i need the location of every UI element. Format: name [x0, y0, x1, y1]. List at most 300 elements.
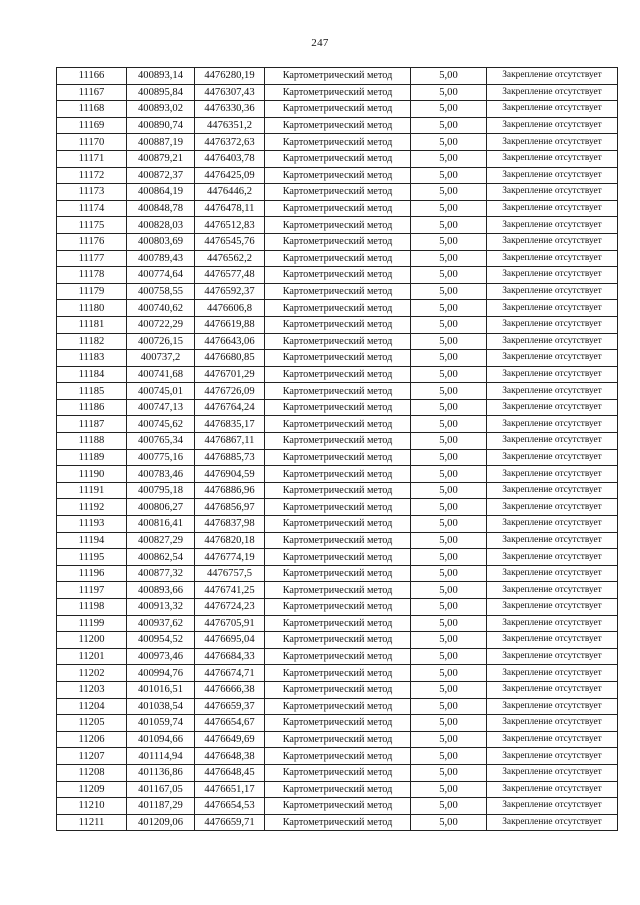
fixation-cell: Закрепление отсутствует [487, 466, 618, 483]
fixation-cell: Закрепление отсутствует [487, 150, 618, 167]
point-number-cell: 11203 [57, 681, 127, 698]
fixation-cell: Закрепление отсутствует [487, 399, 618, 416]
fixation-cell: Закрепление отсутствует [487, 698, 618, 715]
table-row [57, 184, 618, 201]
y-coordinate-cell: 4476659,37 [195, 698, 265, 715]
accuracy-cell: 5,00 [411, 399, 487, 416]
method-cell: Картометрический метод [265, 267, 411, 284]
method-cell: Картометрический метод [265, 549, 411, 566]
y-coordinate-cell: 4476659,71 [195, 814, 265, 831]
x-coordinate-cell: 400893,14 [127, 68, 195, 85]
x-coordinate-cell: 400775,16 [127, 449, 195, 466]
point-number-cell: 11197 [57, 582, 127, 599]
point-number-cell: 11171 [57, 150, 127, 167]
point-number-cell: 11169 [57, 117, 127, 134]
fixation-cell: Закрепление отсутствует [487, 283, 618, 300]
method-cell: Картометрический метод [265, 466, 411, 483]
accuracy-cell: 5,00 [411, 731, 487, 748]
y-coordinate-cell: 4476592,37 [195, 283, 265, 300]
table-row [57, 217, 618, 234]
point-number-cell: 11173 [57, 184, 127, 201]
table-row [57, 516, 618, 533]
x-coordinate-cell: 400954,52 [127, 632, 195, 649]
point-number-cell: 11209 [57, 781, 127, 798]
fixation-cell: Закрепление отсутствует [487, 250, 618, 267]
method-cell: Картометрический метод [265, 565, 411, 582]
x-coordinate-cell: 400806,27 [127, 499, 195, 516]
method-cell: Картометрический метод [265, 681, 411, 698]
point-number-cell: 11193 [57, 516, 127, 533]
table-row [57, 316, 618, 333]
point-number-cell: 11202 [57, 665, 127, 682]
y-coordinate-cell: 4476705,91 [195, 615, 265, 632]
accuracy-cell: 5,00 [411, 416, 487, 433]
method-cell: Картометрический метод [265, 748, 411, 765]
method-cell: Картометрический метод [265, 482, 411, 499]
method-cell: Картометрический метод [265, 449, 411, 466]
fixation-cell: Закрепление отсутствует [487, 134, 618, 151]
accuracy-cell: 5,00 [411, 648, 487, 665]
point-number-cell: 11195 [57, 549, 127, 566]
x-coordinate-cell: 401187,29 [127, 798, 195, 815]
method-cell: Картометрический метод [265, 300, 411, 317]
x-coordinate-cell: 400887,19 [127, 134, 195, 151]
table-row [57, 632, 618, 649]
y-coordinate-cell: 4476726,09 [195, 383, 265, 400]
accuracy-cell: 5,00 [411, 383, 487, 400]
accuracy-cell: 5,00 [411, 599, 487, 616]
method-cell: Картометрический метод [265, 134, 411, 151]
point-number-cell: 11178 [57, 267, 127, 284]
fixation-cell: Закрепление отсутствует [487, 748, 618, 765]
point-number-cell: 11208 [57, 764, 127, 781]
y-coordinate-cell: 4476577,48 [195, 267, 265, 284]
method-cell: Картометрический метод [265, 814, 411, 831]
x-coordinate-cell: 401209,06 [127, 814, 195, 831]
fixation-cell: Закрепление отсутствует [487, 267, 618, 284]
method-cell: Картометрический метод [265, 68, 411, 85]
method-cell: Картометрический метод [265, 217, 411, 234]
x-coordinate-cell: 400864,19 [127, 184, 195, 201]
method-cell: Картометрический метод [265, 731, 411, 748]
fixation-cell: Закрепление отсутствует [487, 781, 618, 798]
fixation-cell: Закрепление отсутствует [487, 167, 618, 184]
table-row [57, 333, 618, 350]
point-number-cell: 11183 [57, 350, 127, 367]
fixation-cell: Закрепление отсутствует [487, 316, 618, 333]
y-coordinate-cell: 4476856,97 [195, 499, 265, 516]
table-row [57, 764, 618, 781]
y-coordinate-cell: 4476545,76 [195, 233, 265, 250]
accuracy-cell: 5,00 [411, 764, 487, 781]
x-coordinate-cell: 400895,84 [127, 84, 195, 101]
table-row [57, 814, 618, 831]
point-number-cell: 11167 [57, 84, 127, 101]
method-cell: Картометрический метод [265, 698, 411, 715]
y-coordinate-cell: 4476649,69 [195, 731, 265, 748]
point-number-cell: 11180 [57, 300, 127, 317]
y-coordinate-cell: 4476654,67 [195, 715, 265, 732]
accuracy-cell: 5,00 [411, 150, 487, 167]
point-number-cell: 11174 [57, 200, 127, 217]
table-row [57, 748, 618, 765]
accuracy-cell: 5,00 [411, 781, 487, 798]
point-number-cell: 11192 [57, 499, 127, 516]
point-number-cell: 11190 [57, 466, 127, 483]
table-row [57, 549, 618, 566]
y-coordinate-cell: 4476651,17 [195, 781, 265, 798]
point-number-cell: 11188 [57, 433, 127, 450]
point-number-cell: 11182 [57, 333, 127, 350]
fixation-cell: Закрепление отсутствует [487, 814, 618, 831]
x-coordinate-cell: 400803,69 [127, 233, 195, 250]
x-coordinate-cell: 400862,54 [127, 549, 195, 566]
fixation-cell: Закрепление отсутствует [487, 632, 618, 649]
fixation-cell: Закрепление отсутствует [487, 433, 618, 450]
coordinates-table [56, 67, 618, 831]
table-row [57, 433, 618, 450]
x-coordinate-cell: 401114,94 [127, 748, 195, 765]
table-row [57, 665, 618, 682]
point-number-cell: 11196 [57, 565, 127, 582]
accuracy-cell: 5,00 [411, 84, 487, 101]
method-cell: Картометрический метод [265, 632, 411, 649]
x-coordinate-cell: 400747,13 [127, 399, 195, 416]
fixation-cell: Закрепление отсутствует [487, 532, 618, 549]
x-coordinate-cell: 400994,76 [127, 665, 195, 682]
point-number-cell: 11189 [57, 449, 127, 466]
point-number-cell: 11205 [57, 715, 127, 732]
fixation-cell: Закрепление отсутствует [487, 416, 618, 433]
accuracy-cell: 5,00 [411, 200, 487, 217]
table-row [57, 482, 618, 499]
method-cell: Картометрический метод [265, 715, 411, 732]
x-coordinate-cell: 401167,05 [127, 781, 195, 798]
x-coordinate-cell: 400893,66 [127, 582, 195, 599]
x-coordinate-cell: 400741,68 [127, 366, 195, 383]
accuracy-cell: 5,00 [411, 499, 487, 516]
method-cell: Картометрический метод [265, 383, 411, 400]
x-coordinate-cell: 400973,46 [127, 648, 195, 665]
accuracy-cell: 5,00 [411, 233, 487, 250]
point-number-cell: 11177 [57, 250, 127, 267]
y-coordinate-cell: 4476774,19 [195, 549, 265, 566]
fixation-cell: Закрепление отсутствует [487, 516, 618, 533]
method-cell: Картометрический метод [265, 764, 411, 781]
accuracy-cell: 5,00 [411, 681, 487, 698]
y-coordinate-cell: 4476446,2 [195, 184, 265, 201]
point-number-cell: 11184 [57, 366, 127, 383]
table-row [57, 532, 618, 549]
x-coordinate-cell: 400765,34 [127, 433, 195, 450]
table-row [57, 599, 618, 616]
accuracy-cell: 5,00 [411, 350, 487, 367]
method-cell: Картометрический метод [265, 416, 411, 433]
y-coordinate-cell: 4476648,38 [195, 748, 265, 765]
table-row [57, 233, 618, 250]
table-row [57, 466, 618, 483]
table-body [57, 68, 618, 831]
method-cell: Картометрический метод [265, 532, 411, 549]
accuracy-cell: 5,00 [411, 68, 487, 85]
table-row [57, 681, 618, 698]
accuracy-cell: 5,00 [411, 715, 487, 732]
method-cell: Картометрический метод [265, 250, 411, 267]
table-row [57, 283, 618, 300]
method-cell: Картометрический метод [265, 615, 411, 632]
table-row [57, 715, 618, 732]
x-coordinate-cell: 400848,78 [127, 200, 195, 217]
point-number-cell: 11211 [57, 814, 127, 831]
fixation-cell: Закрепление отсутствует [487, 582, 618, 599]
method-cell: Картометрический метод [265, 499, 411, 516]
fixation-cell: Закрепление отсутствует [487, 615, 618, 632]
accuracy-cell: 5,00 [411, 549, 487, 566]
x-coordinate-cell: 400913,32 [127, 599, 195, 616]
y-coordinate-cell: 4476684,33 [195, 648, 265, 665]
x-coordinate-cell: 400745,62 [127, 416, 195, 433]
x-coordinate-cell: 400893,02 [127, 101, 195, 118]
accuracy-cell: 5,00 [411, 316, 487, 333]
fixation-cell: Закрепление отсутствует [487, 482, 618, 499]
table-row [57, 499, 618, 516]
method-cell: Картометрический метод [265, 333, 411, 350]
fixation-cell: Закрепление отсутствует [487, 184, 618, 201]
method-cell: Картометрический метод [265, 283, 411, 300]
method-cell: Картометрический метод [265, 117, 411, 134]
accuracy-cell: 5,00 [411, 532, 487, 549]
x-coordinate-cell: 400726,15 [127, 333, 195, 350]
accuracy-cell: 5,00 [411, 665, 487, 682]
table-row [57, 383, 618, 400]
method-cell: Картометрический метод [265, 399, 411, 416]
y-coordinate-cell: 4476654,53 [195, 798, 265, 815]
fixation-cell: Закрепление отсутствует [487, 648, 618, 665]
accuracy-cell: 5,00 [411, 565, 487, 582]
fixation-cell: Закрепление отсутствует [487, 350, 618, 367]
point-number-cell: 11207 [57, 748, 127, 765]
accuracy-cell: 5,00 [411, 449, 487, 466]
point-number-cell: 11176 [57, 233, 127, 250]
table-row [57, 416, 618, 433]
accuracy-cell: 5,00 [411, 184, 487, 201]
x-coordinate-cell: 400758,55 [127, 283, 195, 300]
table-row [57, 399, 618, 416]
table-row [57, 449, 618, 466]
point-number-cell: 11179 [57, 283, 127, 300]
x-coordinate-cell: 400774,64 [127, 267, 195, 284]
accuracy-cell: 5,00 [411, 582, 487, 599]
accuracy-cell: 5,00 [411, 814, 487, 831]
accuracy-cell: 5,00 [411, 698, 487, 715]
x-coordinate-cell: 401016,51 [127, 681, 195, 698]
y-coordinate-cell: 4476403,78 [195, 150, 265, 167]
accuracy-cell: 5,00 [411, 632, 487, 649]
y-coordinate-cell: 4476724,23 [195, 599, 265, 616]
method-cell: Картометрический метод [265, 433, 411, 450]
point-number-cell: 11198 [57, 599, 127, 616]
x-coordinate-cell: 400879,21 [127, 150, 195, 167]
fixation-cell: Закрепление отсутствует [487, 233, 618, 250]
point-number-cell: 11200 [57, 632, 127, 649]
table-row [57, 731, 618, 748]
point-number-cell: 11194 [57, 532, 127, 549]
y-coordinate-cell: 4476867,11 [195, 433, 265, 450]
y-coordinate-cell: 4476643,06 [195, 333, 265, 350]
y-coordinate-cell: 4476835,17 [195, 416, 265, 433]
y-coordinate-cell: 4476425,09 [195, 167, 265, 184]
point-number-cell: 11199 [57, 615, 127, 632]
y-coordinate-cell: 4476478,11 [195, 200, 265, 217]
fixation-cell: Закрепление отсутствует [487, 366, 618, 383]
point-number-cell: 11170 [57, 134, 127, 151]
y-coordinate-cell: 4476904,59 [195, 466, 265, 483]
fixation-cell: Закрепление отсутствует [487, 599, 618, 616]
y-coordinate-cell: 4476820,18 [195, 532, 265, 549]
table-row [57, 134, 618, 151]
table-row [57, 350, 618, 367]
point-number-cell: 11201 [57, 648, 127, 665]
table-row [57, 167, 618, 184]
method-cell: Картометрический метод [265, 648, 411, 665]
method-cell: Картометрический метод [265, 366, 411, 383]
accuracy-cell: 5,00 [411, 134, 487, 151]
method-cell: Картометрический метод [265, 599, 411, 616]
accuracy-cell: 5,00 [411, 217, 487, 234]
method-cell: Картометрический метод [265, 84, 411, 101]
point-number-cell: 11175 [57, 217, 127, 234]
y-coordinate-cell: 4476372,63 [195, 134, 265, 151]
fixation-cell: Закрепление отсутствует [487, 715, 618, 732]
method-cell: Картометрический метод [265, 350, 411, 367]
y-coordinate-cell: 4476885,73 [195, 449, 265, 466]
y-coordinate-cell: 4476351,2 [195, 117, 265, 134]
table-row [57, 582, 618, 599]
fixation-cell: Закрепление отсутствует [487, 383, 618, 400]
fixation-cell: Закрепление отсутствует [487, 764, 618, 781]
method-cell: Картометрический метод [265, 167, 411, 184]
y-coordinate-cell: 4476741,25 [195, 582, 265, 599]
method-cell: Картометрический метод [265, 665, 411, 682]
accuracy-cell: 5,00 [411, 466, 487, 483]
table-row [57, 117, 618, 134]
y-coordinate-cell: 4476701,29 [195, 366, 265, 383]
fixation-cell: Закрепление отсутствует [487, 200, 618, 217]
fixation-cell: Закрепление отсутствует [487, 117, 618, 134]
point-number-cell: 11172 [57, 167, 127, 184]
x-coordinate-cell: 401094,66 [127, 731, 195, 748]
table-row [57, 200, 618, 217]
point-number-cell: 11186 [57, 399, 127, 416]
x-coordinate-cell: 400783,46 [127, 466, 195, 483]
x-coordinate-cell: 400795,18 [127, 482, 195, 499]
page-number: 247 [311, 37, 329, 49]
point-number-cell: 11181 [57, 316, 127, 333]
fixation-cell: Закрепление отсутствует [487, 798, 618, 815]
accuracy-cell: 5,00 [411, 250, 487, 267]
point-number-cell: 11187 [57, 416, 127, 433]
x-coordinate-cell: 400872,37 [127, 167, 195, 184]
fixation-cell: Закрепление отсутствует [487, 101, 618, 118]
point-number-cell: 11204 [57, 698, 127, 715]
fixation-cell: Закрепление отсутствует [487, 84, 618, 101]
fixation-cell: Закрепление отсутствует [487, 731, 618, 748]
y-coordinate-cell: 4476330,36 [195, 101, 265, 118]
table-row [57, 615, 618, 632]
y-coordinate-cell: 4476666,38 [195, 681, 265, 698]
table-row [57, 565, 618, 582]
point-number-cell: 11185 [57, 383, 127, 400]
table-row [57, 150, 618, 167]
point-number-cell: 11168 [57, 101, 127, 118]
method-cell: Картометрический метод [265, 582, 411, 599]
fixation-cell: Закрепление отсутствует [487, 499, 618, 516]
x-coordinate-cell: 400828,03 [127, 217, 195, 234]
y-coordinate-cell: 4476562,2 [195, 250, 265, 267]
accuracy-cell: 5,00 [411, 117, 487, 134]
x-coordinate-cell: 400937,62 [127, 615, 195, 632]
y-coordinate-cell: 4476648,45 [195, 764, 265, 781]
point-number-cell: 11191 [57, 482, 127, 499]
y-coordinate-cell: 4476886,96 [195, 482, 265, 499]
method-cell: Картометрический метод [265, 781, 411, 798]
y-coordinate-cell: 4476606,8 [195, 300, 265, 317]
y-coordinate-cell: 4476307,43 [195, 84, 265, 101]
method-cell: Картометрический метод [265, 150, 411, 167]
table-row [57, 798, 618, 815]
accuracy-cell: 5,00 [411, 101, 487, 118]
x-coordinate-cell: 400745,01 [127, 383, 195, 400]
accuracy-cell: 5,00 [411, 516, 487, 533]
table-row [57, 267, 618, 284]
y-coordinate-cell: 4476512,83 [195, 217, 265, 234]
y-coordinate-cell: 4476680,85 [195, 350, 265, 367]
x-coordinate-cell: 400827,29 [127, 532, 195, 549]
accuracy-cell: 5,00 [411, 366, 487, 383]
accuracy-cell: 5,00 [411, 482, 487, 499]
method-cell: Картометрический метод [265, 184, 411, 201]
x-coordinate-cell: 400877,32 [127, 565, 195, 582]
y-coordinate-cell: 4476280,19 [195, 68, 265, 85]
x-coordinate-cell: 400737,2 [127, 350, 195, 367]
table-row [57, 366, 618, 383]
table-row [57, 648, 618, 665]
accuracy-cell: 5,00 [411, 167, 487, 184]
table-row [57, 250, 618, 267]
fixation-cell: Закрепление отсутствует [487, 565, 618, 582]
table-row [57, 68, 618, 85]
table-row [57, 300, 618, 317]
y-coordinate-cell: 4476757,5 [195, 565, 265, 582]
x-coordinate-cell: 400740,62 [127, 300, 195, 317]
method-cell: Картометрический метод [265, 233, 411, 250]
fixation-cell: Закрепление отсутствует [487, 300, 618, 317]
x-coordinate-cell: 401059,74 [127, 715, 195, 732]
point-number-cell: 11206 [57, 731, 127, 748]
accuracy-cell: 5,00 [411, 615, 487, 632]
x-coordinate-cell: 401136,86 [127, 764, 195, 781]
accuracy-cell: 5,00 [411, 267, 487, 284]
accuracy-cell: 5,00 [411, 333, 487, 350]
accuracy-cell: 5,00 [411, 748, 487, 765]
fixation-cell: Закрепление отсутствует [487, 68, 618, 85]
method-cell: Картометрический метод [265, 101, 411, 118]
point-number-cell: 11210 [57, 798, 127, 815]
accuracy-cell: 5,00 [411, 433, 487, 450]
method-cell: Картометрический метод [265, 516, 411, 533]
method-cell: Картометрический метод [265, 798, 411, 815]
fixation-cell: Закрепление отсутствует [487, 333, 618, 350]
